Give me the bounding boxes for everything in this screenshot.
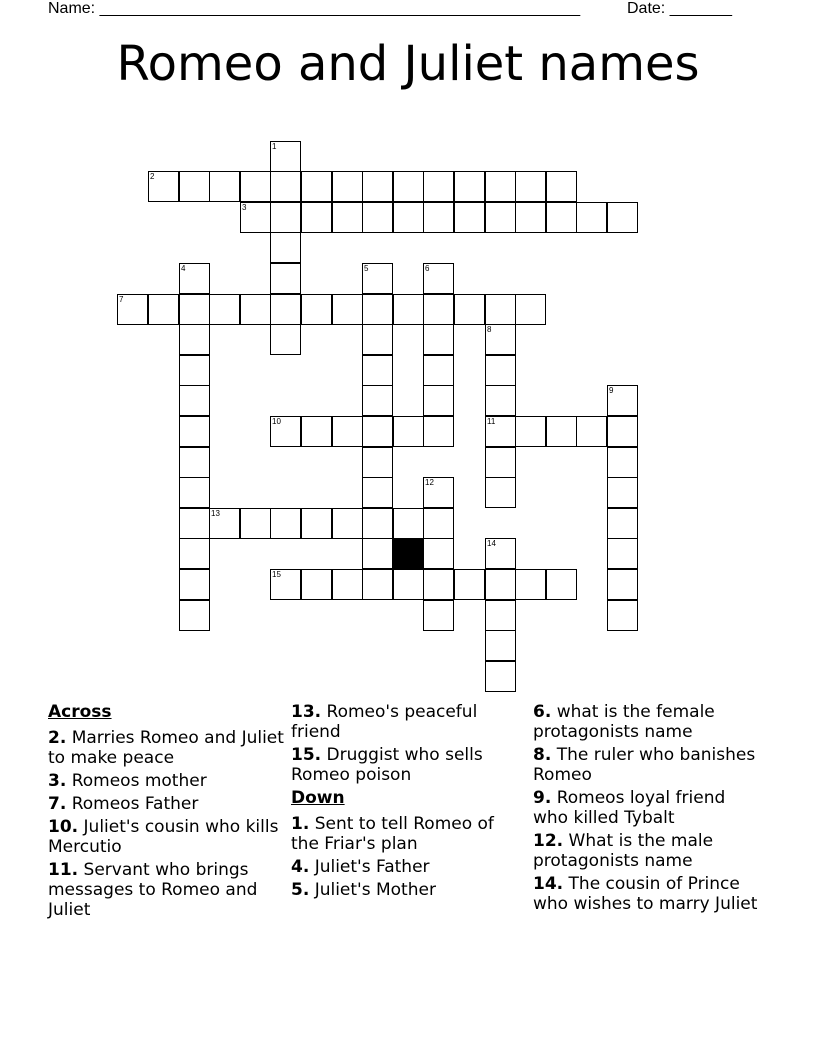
crossword-cell[interactable] xyxy=(332,171,363,202)
clue-item-text: The ruler who banishes Romeo xyxy=(533,745,756,785)
clue-item xyxy=(533,788,763,828)
across-heading: Across xyxy=(48,702,112,722)
crossword-cell[interactable] xyxy=(179,355,210,386)
crossword-cell[interactable] xyxy=(179,447,210,478)
crossword-cell[interactable] xyxy=(362,171,393,202)
clue-number: 12 xyxy=(425,478,434,487)
crossword-cell[interactable] xyxy=(485,569,516,600)
crossword-cell[interactable] xyxy=(393,202,424,233)
clue-number: 11 xyxy=(487,417,496,426)
crossword-cell[interactable] xyxy=(423,294,454,325)
crossword-cell[interactable] xyxy=(607,202,638,233)
clue-number: 5 xyxy=(364,264,369,273)
crossword-cell[interactable] xyxy=(454,294,485,325)
crossword-cell[interactable] xyxy=(423,202,454,233)
clue-item-number: 5. xyxy=(291,880,310,900)
clue-item-number: 8. xyxy=(533,745,552,765)
clue-item-text: Romeos loyal friend who killed Tybalt xyxy=(533,788,726,828)
crossword-cell[interactable] xyxy=(301,294,332,325)
clue-number: 7 xyxy=(119,295,124,304)
clue-item-text: Romeos mother xyxy=(66,771,207,791)
clue-number: 13 xyxy=(211,509,220,518)
clue-number: 8 xyxy=(487,325,492,334)
crossword-cell[interactable] xyxy=(179,569,210,600)
crossword-cell[interactable] xyxy=(607,600,638,631)
crossword-cell[interactable] xyxy=(423,385,454,416)
crossword-cell[interactable] xyxy=(148,294,179,325)
crossword-cell[interactable] xyxy=(240,508,271,539)
crossword-cell[interactable] xyxy=(270,232,301,263)
clue-item-text: Marries Romeo and Juliet to make peace xyxy=(48,728,284,768)
crossword-cell[interactable] xyxy=(485,202,516,233)
clue-item-number: 13. xyxy=(291,702,322,722)
clue-number: 10 xyxy=(272,417,281,426)
crossword-cell[interactable] xyxy=(546,569,577,600)
crossword-cell[interactable] xyxy=(179,263,210,294)
crossword-cell[interactable] xyxy=(240,202,271,233)
clue-item xyxy=(48,794,284,814)
down-heading: Down xyxy=(291,788,345,808)
clue-item xyxy=(291,702,521,742)
crossword-cell[interactable] xyxy=(454,171,485,202)
crossword-cell[interactable] xyxy=(117,294,148,325)
crossword-cell[interactable] xyxy=(362,202,393,233)
crossword-cell[interactable] xyxy=(423,263,454,294)
clue-number: 15 xyxy=(272,570,281,579)
clue-number: 4 xyxy=(181,264,186,273)
crossword-cell[interactable] xyxy=(485,600,516,631)
crossword-cell[interactable] xyxy=(332,569,363,600)
crossword-cell[interactable] xyxy=(485,385,516,416)
crossword-cell[interactable] xyxy=(362,477,393,508)
crossword-cell[interactable] xyxy=(332,202,363,233)
clues-column-2 xyxy=(291,702,521,903)
crossword-cell[interactable] xyxy=(270,263,301,294)
crossword-cell[interactable] xyxy=(362,385,393,416)
crossword-cell[interactable] xyxy=(362,294,393,325)
crossword-cell[interactable] xyxy=(393,294,424,325)
crossword-cell[interactable] xyxy=(270,508,301,539)
clue-item xyxy=(533,745,763,785)
clue-item-number: 7. xyxy=(48,794,67,814)
crossword-cell[interactable] xyxy=(515,294,546,325)
crossword-cell[interactable] xyxy=(576,416,607,447)
crossword-cell[interactable] xyxy=(423,508,454,539)
clue-item xyxy=(291,880,521,900)
clue-item xyxy=(533,831,763,871)
crossword-cell[interactable] xyxy=(485,294,516,325)
crossword-cell[interactable] xyxy=(332,294,363,325)
crossword-cell[interactable] xyxy=(485,171,516,202)
crossword-cell[interactable] xyxy=(423,600,454,631)
clue-item-text: The cousin of Prince who wishes to marry Juliet xyxy=(533,874,758,914)
crossword-cell[interactable] xyxy=(423,171,454,202)
name-field-label[interactable]: Name: ______________________________________________________ xyxy=(48,0,581,17)
clue-item xyxy=(533,874,763,914)
crossword-black-square xyxy=(393,538,424,569)
crossword-cell[interactable] xyxy=(607,538,638,569)
crossword-cell[interactable] xyxy=(240,171,271,202)
clue-item xyxy=(291,745,521,785)
crossword-cell[interactable] xyxy=(423,538,454,569)
crossword-cell[interactable] xyxy=(576,202,607,233)
clue-item-text: Juliet's Father xyxy=(309,857,430,877)
clue-item-number: 15. xyxy=(291,745,322,765)
crossword-cell[interactable] xyxy=(485,630,516,661)
crossword-cell[interactable] xyxy=(515,416,546,447)
crossword-cell[interactable] xyxy=(362,263,393,294)
clue-item xyxy=(291,857,521,877)
clue-item-number: 2. xyxy=(48,728,67,748)
crossword-cell[interactable] xyxy=(179,508,210,539)
crossword-cell[interactable] xyxy=(209,294,240,325)
clue-number: 14 xyxy=(487,539,496,548)
crossword-cell[interactable] xyxy=(454,202,485,233)
crossword-cell[interactable] xyxy=(179,477,210,508)
clue-item xyxy=(291,814,521,854)
crossword-cell[interactable] xyxy=(362,538,393,569)
crossword-cell[interactable] xyxy=(607,385,638,416)
crossword-cell[interactable] xyxy=(423,477,454,508)
crossword-cell[interactable] xyxy=(362,569,393,600)
crossword-cell[interactable] xyxy=(515,171,546,202)
crossword-cell[interactable] xyxy=(485,477,516,508)
crossword-cell[interactable] xyxy=(607,508,638,539)
crossword-cell[interactable] xyxy=(362,416,393,447)
crossword-cell[interactable] xyxy=(607,416,638,447)
clue-number: 1 xyxy=(272,142,277,151)
crossword-cell[interactable] xyxy=(515,569,546,600)
crossword-cell[interactable] xyxy=(179,324,210,355)
crossword-cell[interactable] xyxy=(179,171,210,202)
clue-number: 3 xyxy=(242,203,247,212)
clues-column-3 xyxy=(533,702,763,917)
clue-item-number: 1. xyxy=(291,814,310,834)
crossword-cell[interactable] xyxy=(301,416,332,447)
crossword-cell[interactable] xyxy=(393,569,424,600)
crossword-cell[interactable] xyxy=(179,538,210,569)
crossword-cell[interactable] xyxy=(209,508,240,539)
crossword-cell[interactable] xyxy=(423,324,454,355)
crossword-cell[interactable] xyxy=(607,569,638,600)
clue-item xyxy=(48,860,284,920)
crossword-cell[interactable] xyxy=(332,508,363,539)
clue-item-text: Juliet's Mother xyxy=(309,880,436,900)
clue-item-number: 4. xyxy=(291,857,310,877)
crossword-cell[interactable] xyxy=(485,355,516,386)
crossword-cell[interactable] xyxy=(393,508,424,539)
crossword-cell[interactable] xyxy=(362,324,393,355)
clue-item-number: 12. xyxy=(533,831,564,851)
crossword-cell[interactable] xyxy=(454,569,485,600)
crossword-cell[interactable] xyxy=(423,416,454,447)
clue-item xyxy=(533,702,763,742)
crossword-cell[interactable] xyxy=(270,569,301,600)
clue-item-number: 10. xyxy=(48,817,79,837)
clue-item-number: 14. xyxy=(533,874,564,894)
crossword-cell[interactable] xyxy=(546,171,577,202)
clue-item-number: 3. xyxy=(48,771,67,791)
crossword-cell[interactable] xyxy=(240,294,271,325)
crossword-cell[interactable] xyxy=(179,600,210,631)
clue-item xyxy=(48,728,284,768)
crossword-cell[interactable] xyxy=(362,508,393,539)
crossword-cell[interactable] xyxy=(485,538,516,569)
crossword-cell[interactable] xyxy=(270,294,301,325)
page-title: Romeo and Juliet names xyxy=(116,36,700,92)
crossword-cell[interactable] xyxy=(515,202,546,233)
crossword-cell[interactable] xyxy=(423,355,454,386)
crossword-cell[interactable] xyxy=(485,447,516,478)
crossword-cell[interactable] xyxy=(332,416,363,447)
crossword-cell[interactable] xyxy=(362,447,393,478)
clues-column-1 xyxy=(48,702,284,923)
clue-number: 6 xyxy=(425,264,430,273)
clue-item-text: Romeos Father xyxy=(66,794,199,814)
clue-item xyxy=(48,817,284,857)
crossword-cell[interactable] xyxy=(393,416,424,447)
crossword-cell[interactable] xyxy=(148,171,179,202)
clue-item-text: Druggist who sells Romeo poison xyxy=(291,745,483,785)
crossword-cell[interactable] xyxy=(209,171,240,202)
crossword-cell[interactable] xyxy=(485,324,516,355)
crossword-cell[interactable] xyxy=(179,416,210,447)
crossword-cell[interactable] xyxy=(485,416,516,447)
crossword-cell[interactable] xyxy=(270,416,301,447)
crossword-cell[interactable] xyxy=(393,171,424,202)
clue-item-text: what is the female protagonists name xyxy=(533,702,715,742)
crossword-cell[interactable] xyxy=(301,508,332,539)
crossword-cell[interactable] xyxy=(270,171,301,202)
clue-item-number: 6. xyxy=(533,702,552,722)
crossword-cell[interactable] xyxy=(546,202,577,233)
clue-number: 2 xyxy=(150,172,155,181)
crossword-cell[interactable] xyxy=(485,661,516,692)
clue-item-number: 9. xyxy=(533,788,552,808)
date-field-label[interactable]: Date: _______ xyxy=(627,0,732,17)
crossword-cell[interactable] xyxy=(301,569,332,600)
clue-item xyxy=(48,771,284,791)
crossword-cell[interactable] xyxy=(179,294,210,325)
crossword-cell[interactable] xyxy=(423,569,454,600)
crossword-cell[interactable] xyxy=(546,416,577,447)
clue-number: 9 xyxy=(609,386,614,395)
crossword-cell[interactable] xyxy=(301,202,332,233)
clue-item-number: 11. xyxy=(48,860,79,880)
crossword-cell[interactable] xyxy=(270,324,301,355)
clue-item-text: Sent to tell Romeo of the Friar's plan xyxy=(291,814,494,854)
crossword-cell[interactable] xyxy=(270,141,301,172)
clue-item-text: Romeo's peaceful friend xyxy=(291,702,478,742)
crossword-cell[interactable] xyxy=(301,171,332,202)
crossword-cell[interactable] xyxy=(179,385,210,416)
clue-item-text: What is the male protagonists name xyxy=(533,831,714,871)
crossword-cell[interactable] xyxy=(607,477,638,508)
crossword-cell[interactable] xyxy=(270,202,301,233)
crossword-cell[interactable] xyxy=(607,447,638,478)
clue-item-text: Servant who brings messages to Romeo and Juliet xyxy=(48,860,258,920)
clue-item-text: Juliet's cousin who kills Mercutio xyxy=(48,817,279,857)
crossword-cell[interactable] xyxy=(362,355,393,386)
